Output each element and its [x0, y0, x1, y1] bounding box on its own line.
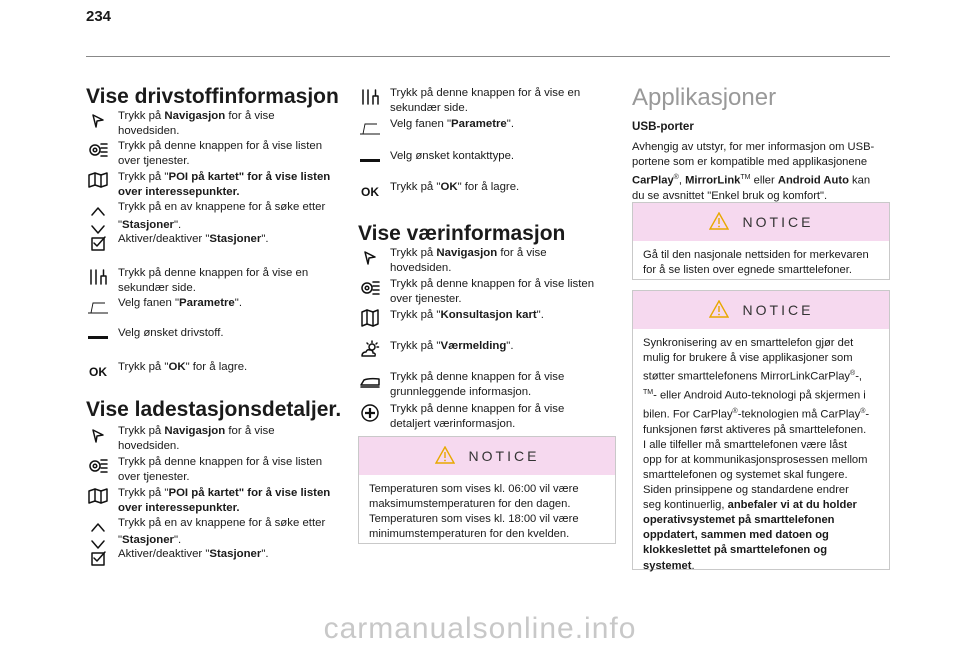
- instruction-text: Trykk på Navigasjon for å vise hovedsiden.: [118, 425, 275, 452]
- text-line: funksjonen først aktiveres på smarttelefonen.: [643, 423, 867, 436]
- weather-heading: Vise værinformasjon: [358, 222, 566, 245]
- text-line: Gå til den nasjonale nettsiden for merkevaren: [643, 249, 869, 261]
- instruction-text: Trykk på "OK" for å lagre.: [390, 181, 520, 193]
- text-line: mulig for brukere å vise applikasjoner som: [643, 352, 853, 365]
- map-icon: [358, 308, 382, 330]
- poi-map-icon: [86, 486, 110, 508]
- notice-body: [633, 329, 889, 581]
- instruction-text: Trykk på "Konsultasjon kart".: [390, 309, 544, 321]
- text-line: for å se listen over egnede smarttelefoner.: [643, 264, 852, 277]
- instruction-text: Trykk på denne knappen for å vise en sekundær side.: [390, 87, 581, 114]
- text-line: Temperaturen som vises kl. 18:00 vil være: [369, 513, 579, 526]
- instruction-text: Trykk på denne knappen for å vise listen over tjenester.: [390, 278, 595, 305]
- instruction-row: [86, 424, 275, 454]
- secondary-page-icon: [86, 266, 110, 288]
- instruction-text: "Stasjoner".: [118, 534, 182, 546]
- text-line: støtter smarttelefonens MirrorLinkCarPlay®-,: [643, 370, 863, 383]
- page-number: 234: [86, 8, 112, 25]
- weather-icon: [358, 339, 382, 361]
- instruction-text: Velg ønsket drivstoff.: [118, 327, 224, 339]
- text-line: ™- eller Android Auto-teknologi på skjermen i: [643, 389, 866, 402]
- instruction-row: [86, 170, 330, 200]
- instruction-row: [86, 266, 308, 296]
- instruction-row: [86, 455, 322, 485]
- text-line: operativsystemet på smarttelefonen: [643, 514, 835, 527]
- instruction-text: Trykk på denne knappen for å vise grunnleggende informasjon.: [390, 371, 565, 398]
- svg-text:OK: OK: [361, 185, 379, 199]
- ok-icon: [358, 180, 382, 202]
- text-line: maksimumstemperaturen for den dagen.: [369, 498, 571, 511]
- notice-title: NOTICE: [468, 448, 540, 464]
- select-bar-icon: [86, 326, 110, 348]
- text-line: bilen. For CarPlay®-teknologien må CarPlay®-: [643, 407, 870, 421]
- instruction-text: Trykk på denne knappen for å vise listen over tjenester.: [118, 456, 323, 483]
- warning-icon: [435, 446, 455, 467]
- text-line: portene som er kompatible med applikasjonene: [632, 156, 868, 169]
- text-line: Siden prinsippene og standardene endrer: [643, 484, 849, 497]
- svg-text:OK: OK: [89, 365, 107, 379]
- instruction-text: Trykk på "Værmelding".: [390, 340, 514, 352]
- instruction-row: [358, 86, 580, 116]
- apps-intro-text: [632, 140, 874, 204]
- instruction-row: [358, 149, 514, 171]
- instruction-row: [86, 486, 330, 516]
- text-line: Synkronisering av en smarttelefon gjør det: [643, 337, 854, 349]
- apps-notice-2: [632, 290, 890, 570]
- notice-body: [633, 241, 889, 285]
- car-info-icon: [358, 370, 382, 392]
- warning-icon: [709, 300, 729, 321]
- instruction-row: [358, 402, 564, 432]
- settings-list-icon: [358, 277, 382, 299]
- instruction-row: [86, 139, 322, 169]
- instruction-text: Trykk på "POI på kartet" for å vise listen over interessepunkter.: [118, 171, 331, 198]
- settings-list-icon: [86, 139, 110, 161]
- notice-header: [633, 291, 889, 329]
- text-line: smarttelefonen og systemet skal fungere.: [643, 468, 848, 481]
- secondary-page-icon: [358, 86, 382, 108]
- instruction-text: Velg fanen "Parametre".: [390, 118, 514, 130]
- instruction-text: Trykk på denne knappen for å vise detaljert værinformasjon.: [390, 403, 565, 430]
- instruction-row: [86, 326, 224, 348]
- instruction-text: Trykk på en av knappene for å søke etter: [118, 517, 326, 529]
- notice-title: NOTICE: [742, 214, 814, 230]
- ok-icon: [86, 360, 110, 382]
- text-line: CarPlay®, MirrorLink™ eller Android Auto kan: [632, 174, 871, 187]
- notice-body: [359, 475, 615, 549]
- instruction-row: [358, 246, 547, 276]
- instruction-text: Trykk på "POI på kartet" for å vise listen over interessepunkter.: [118, 487, 331, 514]
- instruction-text: Trykk på en av knappene for å søke etter: [118, 201, 326, 213]
- apps-notice-1: [632, 202, 890, 280]
- navigation-arrow-icon: [358, 246, 382, 268]
- text-line: systemet.: [643, 559, 695, 572]
- usb-subheading: USB-porter: [632, 120, 694, 133]
- instruction-row: [358, 180, 519, 202]
- instruction-text: Velg ønsket kontakttype.: [390, 150, 515, 162]
- text-line: klokkeslettet på smarttelefonen og: [643, 544, 828, 557]
- instruction-row: [358, 308, 544, 330]
- warning-icon: [709, 212, 729, 233]
- instruction-row: [358, 339, 514, 361]
- top-divider: [86, 56, 890, 57]
- settings-list-icon: [86, 455, 110, 477]
- text-line: Temperaturen som vises kl. 06:00 vil være: [369, 483, 579, 495]
- instruction-text: Trykk på Navigasjon for å vise hovedsiden.: [390, 247, 547, 274]
- navigation-arrow-icon: [86, 109, 110, 131]
- instruction-text: Aktiver/deaktiver "Stasjoner".: [118, 548, 269, 560]
- notice-header: [633, 203, 889, 241]
- text-line: Avhengig av utstyr, for mer informasjon om USB-: [632, 141, 875, 153]
- navigation-arrow-icon: [86, 424, 110, 446]
- checkbox-icon: [86, 547, 110, 569]
- instruction-text: Trykk på Navigasjon for å vise hovedsiden.: [118, 110, 275, 137]
- instruction-row: [86, 296, 242, 318]
- notice-header: [359, 437, 615, 475]
- text-line: minimumstemperaturen for den kvelden.: [369, 528, 570, 541]
- tab-icon: [358, 117, 382, 139]
- watermark: carmanualsonline.info: [323, 612, 637, 645]
- instruction-text: Velg fanen "Parametre".: [118, 297, 242, 309]
- instruction-text: Trykk på denne knappen for å vise en sekundær side.: [118, 267, 309, 294]
- apps-heading: Applikasjoner: [632, 84, 777, 111]
- instruction-row: [86, 109, 275, 139]
- text-line: oppdatert, sammen med datoen og: [643, 529, 829, 542]
- text-line: I alle tilfeller må smarttelefonen være låst: [643, 438, 847, 451]
- poi-map-icon: [86, 170, 110, 192]
- instruction-row: [358, 277, 594, 307]
- weather-notice: [358, 436, 616, 544]
- instruction-text: Trykk på "OK" for å lagre.: [118, 361, 248, 373]
- charging-heading: Vise ladestasjonsdetaljer.: [86, 398, 342, 421]
- instruction-row: [358, 370, 564, 400]
- plus-circle-icon: [358, 402, 382, 424]
- text-line: seg kontinuerlig, anbefaler vi at du holder: [643, 499, 857, 512]
- notice-title: NOTICE: [742, 302, 814, 318]
- instruction-text: Trykk på denne knappen for å vise listen over tjenester.: [118, 140, 323, 167]
- fuel-heading: Vise drivstoffinformasjon: [86, 85, 339, 108]
- tab-icon: [86, 296, 110, 318]
- select-bar-icon: [358, 149, 382, 171]
- instruction-row: [86, 547, 269, 569]
- instruction-text: "Stasjoner".: [118, 219, 182, 231]
- text-line: du se avsnittet "Enkel bruk og komfort".: [632, 190, 828, 203]
- instruction-row: [86, 232, 269, 254]
- checkbox-icon: [86, 232, 110, 254]
- text-line: opp for at kommunikasjonsprosessen mellom: [643, 453, 868, 466]
- instruction-row: [86, 360, 247, 382]
- instruction-text: Aktiver/deaktiver "Stasjoner".: [118, 233, 269, 245]
- instruction-row: [358, 117, 514, 139]
